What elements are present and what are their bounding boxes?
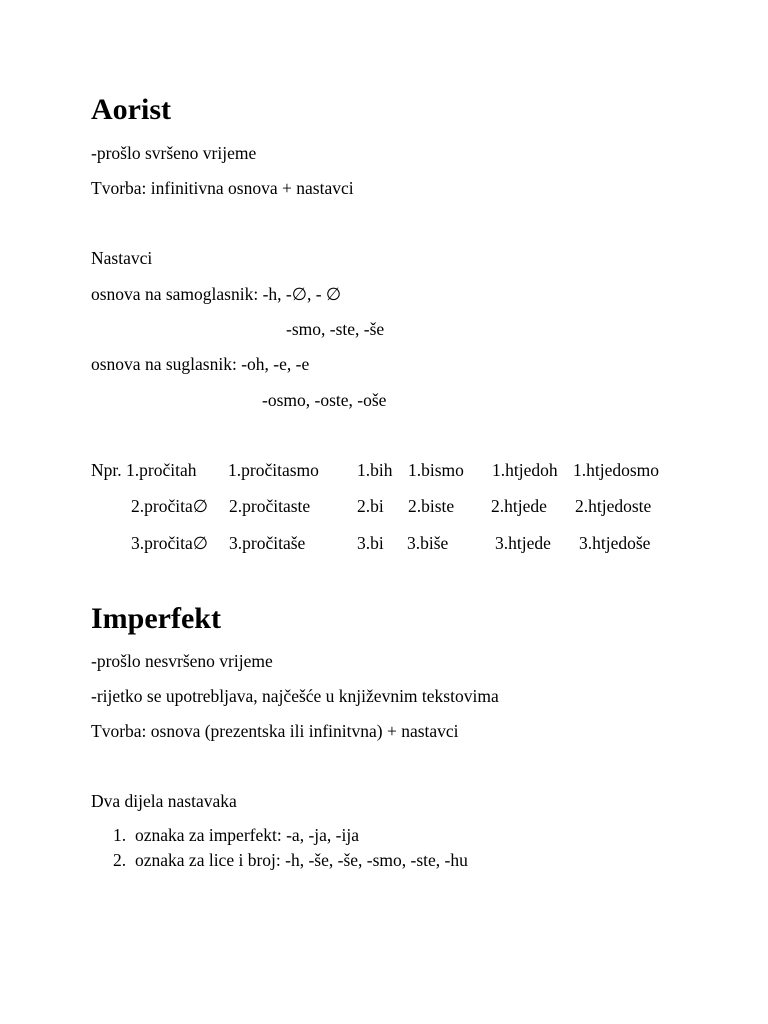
aorist-definition: -prošlo svršeno vrijeme [91, 143, 257, 163]
aorist-heading: Aorist [91, 93, 171, 126]
example-cell: 1.pročitasmo [228, 460, 319, 480]
imperfekt-formation: Tvorba: osnova (prezentska ili infinitvna) + nastavci [91, 721, 459, 741]
example-cell: 3.htjede [495, 533, 551, 553]
example-cell: 2.pročitaste [229, 496, 311, 516]
example-cell: 2.htjedoste [575, 496, 652, 516]
aorist-consonant-stem-plural-endings: -osmo, -oste, -oše [262, 390, 387, 410]
list-item [113, 823, 468, 848]
example-cell: 2.bi [357, 496, 384, 516]
example-cell: 1.bih [357, 460, 393, 480]
list-item-text: oznaka za lice i broj: -h, -še, -še, -smo, -ste, -hu [135, 850, 468, 870]
example-cell: 3.pročita∅ [131, 533, 208, 553]
example-cell: 2.biste [408, 496, 455, 516]
list-number: 2. [113, 850, 127, 870]
imperfekt-parts-list [113, 823, 468, 873]
example-cell: 3.htjedoše [579, 533, 651, 553]
list-item-text: oznaka za imperfekt: -a, -ja, -ija [135, 825, 359, 845]
aorist-consonant-stem-endings: osnova na suglasnik: -oh, -e, -e [91, 354, 310, 374]
example-cell: 1.bismo [408, 460, 464, 480]
example-cell: 1.htjedoh [492, 460, 558, 480]
aorist-vowel-stem-plural-endings: -smo, -ste, -še [286, 319, 385, 339]
imperfekt-parts-heading: Dva dijela nastavaka [91, 791, 237, 811]
imperfekt-usage-note: -rijetko se upotrebljava, najčešće u književnim tekstovima [91, 686, 499, 706]
aorist-endings-heading: Nastavci [91, 248, 153, 268]
list-number: 1. [113, 825, 127, 845]
example-cell: Npr. 1.pročitah [91, 460, 197, 480]
imperfekt-heading: Imperfekt [91, 602, 221, 635]
example-cell: 2.pročita∅ [131, 496, 208, 516]
list-item [113, 848, 468, 873]
aorist-formation: Tvorba: infinitivna osnova + nastavci [91, 178, 354, 198]
aorist-vowel-stem-endings: osnova na samoglasnik: -h, -∅, - ∅ [91, 284, 342, 304]
example-cell: 3.bi [357, 533, 384, 553]
imperfekt-definition: -prošlo nesvršeno vrijeme [91, 651, 273, 671]
example-cell: 2.htjede [491, 496, 547, 516]
example-cell: 1.htjedosmo [573, 460, 660, 480]
example-cell: 3.biše [407, 533, 449, 553]
example-cell: 3.pročitaše [229, 533, 306, 553]
